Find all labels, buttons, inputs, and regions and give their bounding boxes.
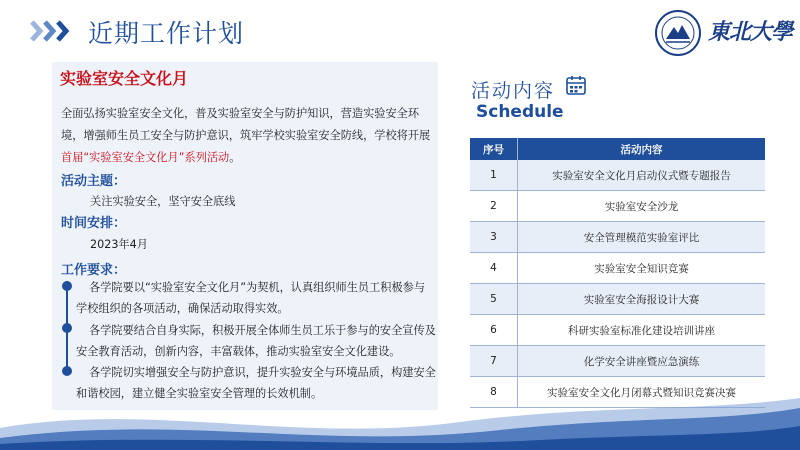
row-activity: 安全管理模范实验室评比: [518, 222, 766, 253]
time-label: 时间安排：: [61, 216, 127, 231]
header-number: 序号: [470, 138, 518, 160]
page-title: 近期工作计划: [88, 19, 245, 48]
row-activity: 实验室安全沙龙: [518, 191, 766, 222]
row-number: 4: [470, 253, 518, 284]
table-row: [470, 346, 765, 377]
row-activity: 实验室安全文化月启动仪式暨专题报告: [518, 160, 766, 191]
row-activity: 实验室安全知识竞赛: [518, 253, 766, 284]
header: [0, 0, 800, 62]
header-activity: 活动内容: [518, 138, 766, 160]
timeline-dot: [62, 323, 72, 333]
intro-highlight: 首届“实验室安全文化月”系列活动: [61, 151, 230, 164]
intro-paragraph: [61, 103, 431, 169]
event-title: 实验室安全文化月: [60, 69, 189, 88]
table-row: [470, 253, 765, 284]
timeline-dot: [62, 366, 72, 376]
row-number: 6: [470, 315, 518, 346]
timeline-dot: [62, 281, 72, 291]
table-row: [470, 222, 765, 253]
table-row: [470, 284, 765, 315]
table-row: [470, 160, 765, 191]
theme-text: 关注实验安全，坚守安全底线: [90, 195, 236, 208]
row-activity: 实验室安全文化月闭幕式暨知识竞赛决赛: [518, 377, 766, 408]
table-header-row: [470, 138, 765, 160]
row-number: 3: [470, 222, 518, 253]
table-row: [470, 191, 765, 222]
requirement-item: 各学院要以“实验室安全文化月”为契机，认真组织师生员工积极参与学校组织的各项活动，确保活动取得实效。: [76, 281, 426, 315]
row-number: 8: [470, 377, 518, 408]
row-activity: 化学安全讲座暨应急演练: [518, 346, 766, 377]
table-row: [470, 315, 765, 346]
row-number: 1: [470, 160, 518, 191]
intro-tail: 。: [229, 151, 241, 164]
schedule-title: 活动内容: [471, 80, 556, 102]
row-number: 5: [470, 284, 518, 315]
row-activity: 科研实验室标准化建设培训讲座: [518, 315, 766, 346]
row-activity: 实验室安全海报设计大赛: [518, 284, 766, 315]
row-number: 2: [470, 191, 518, 222]
footer-wave-decoration: [0, 392, 800, 450]
requirement-item: 各学院要结合自身实际，积极开展全体师生员工乐于参与的安全宣传及安全教育活动，创新内容，丰富载体，推动实验室安全文化建设。: [76, 324, 436, 358]
schedule-subtitle: Schedule: [476, 102, 564, 122]
requirement-item: 各学院切实增强安全与防护意识，提升实验安全与环境品质，构建安全和谐校园，建立健全实验室安全管理的长效机制。: [76, 366, 436, 400]
row-number: 7: [470, 346, 518, 377]
intro-text: 全面弘扬实验室安全文化，普及实验室安全与防护知识，营造实验安全环境，增强师生员工安全与防护意识，筑牢学校实验室安全防线，学校将开展: [61, 107, 431, 142]
calendar-icon: [565, 74, 587, 96]
time-text: 2023年4月: [90, 238, 148, 251]
university-seal-icon: [654, 9, 702, 57]
requirements-label: 工作要求：: [61, 263, 127, 278]
chevrons-right-icon: [30, 18, 76, 44]
schedule-table: [470, 138, 765, 408]
university-logo-text: 東北大學: [708, 19, 793, 45]
theme-label: 活动主题：: [61, 174, 127, 189]
